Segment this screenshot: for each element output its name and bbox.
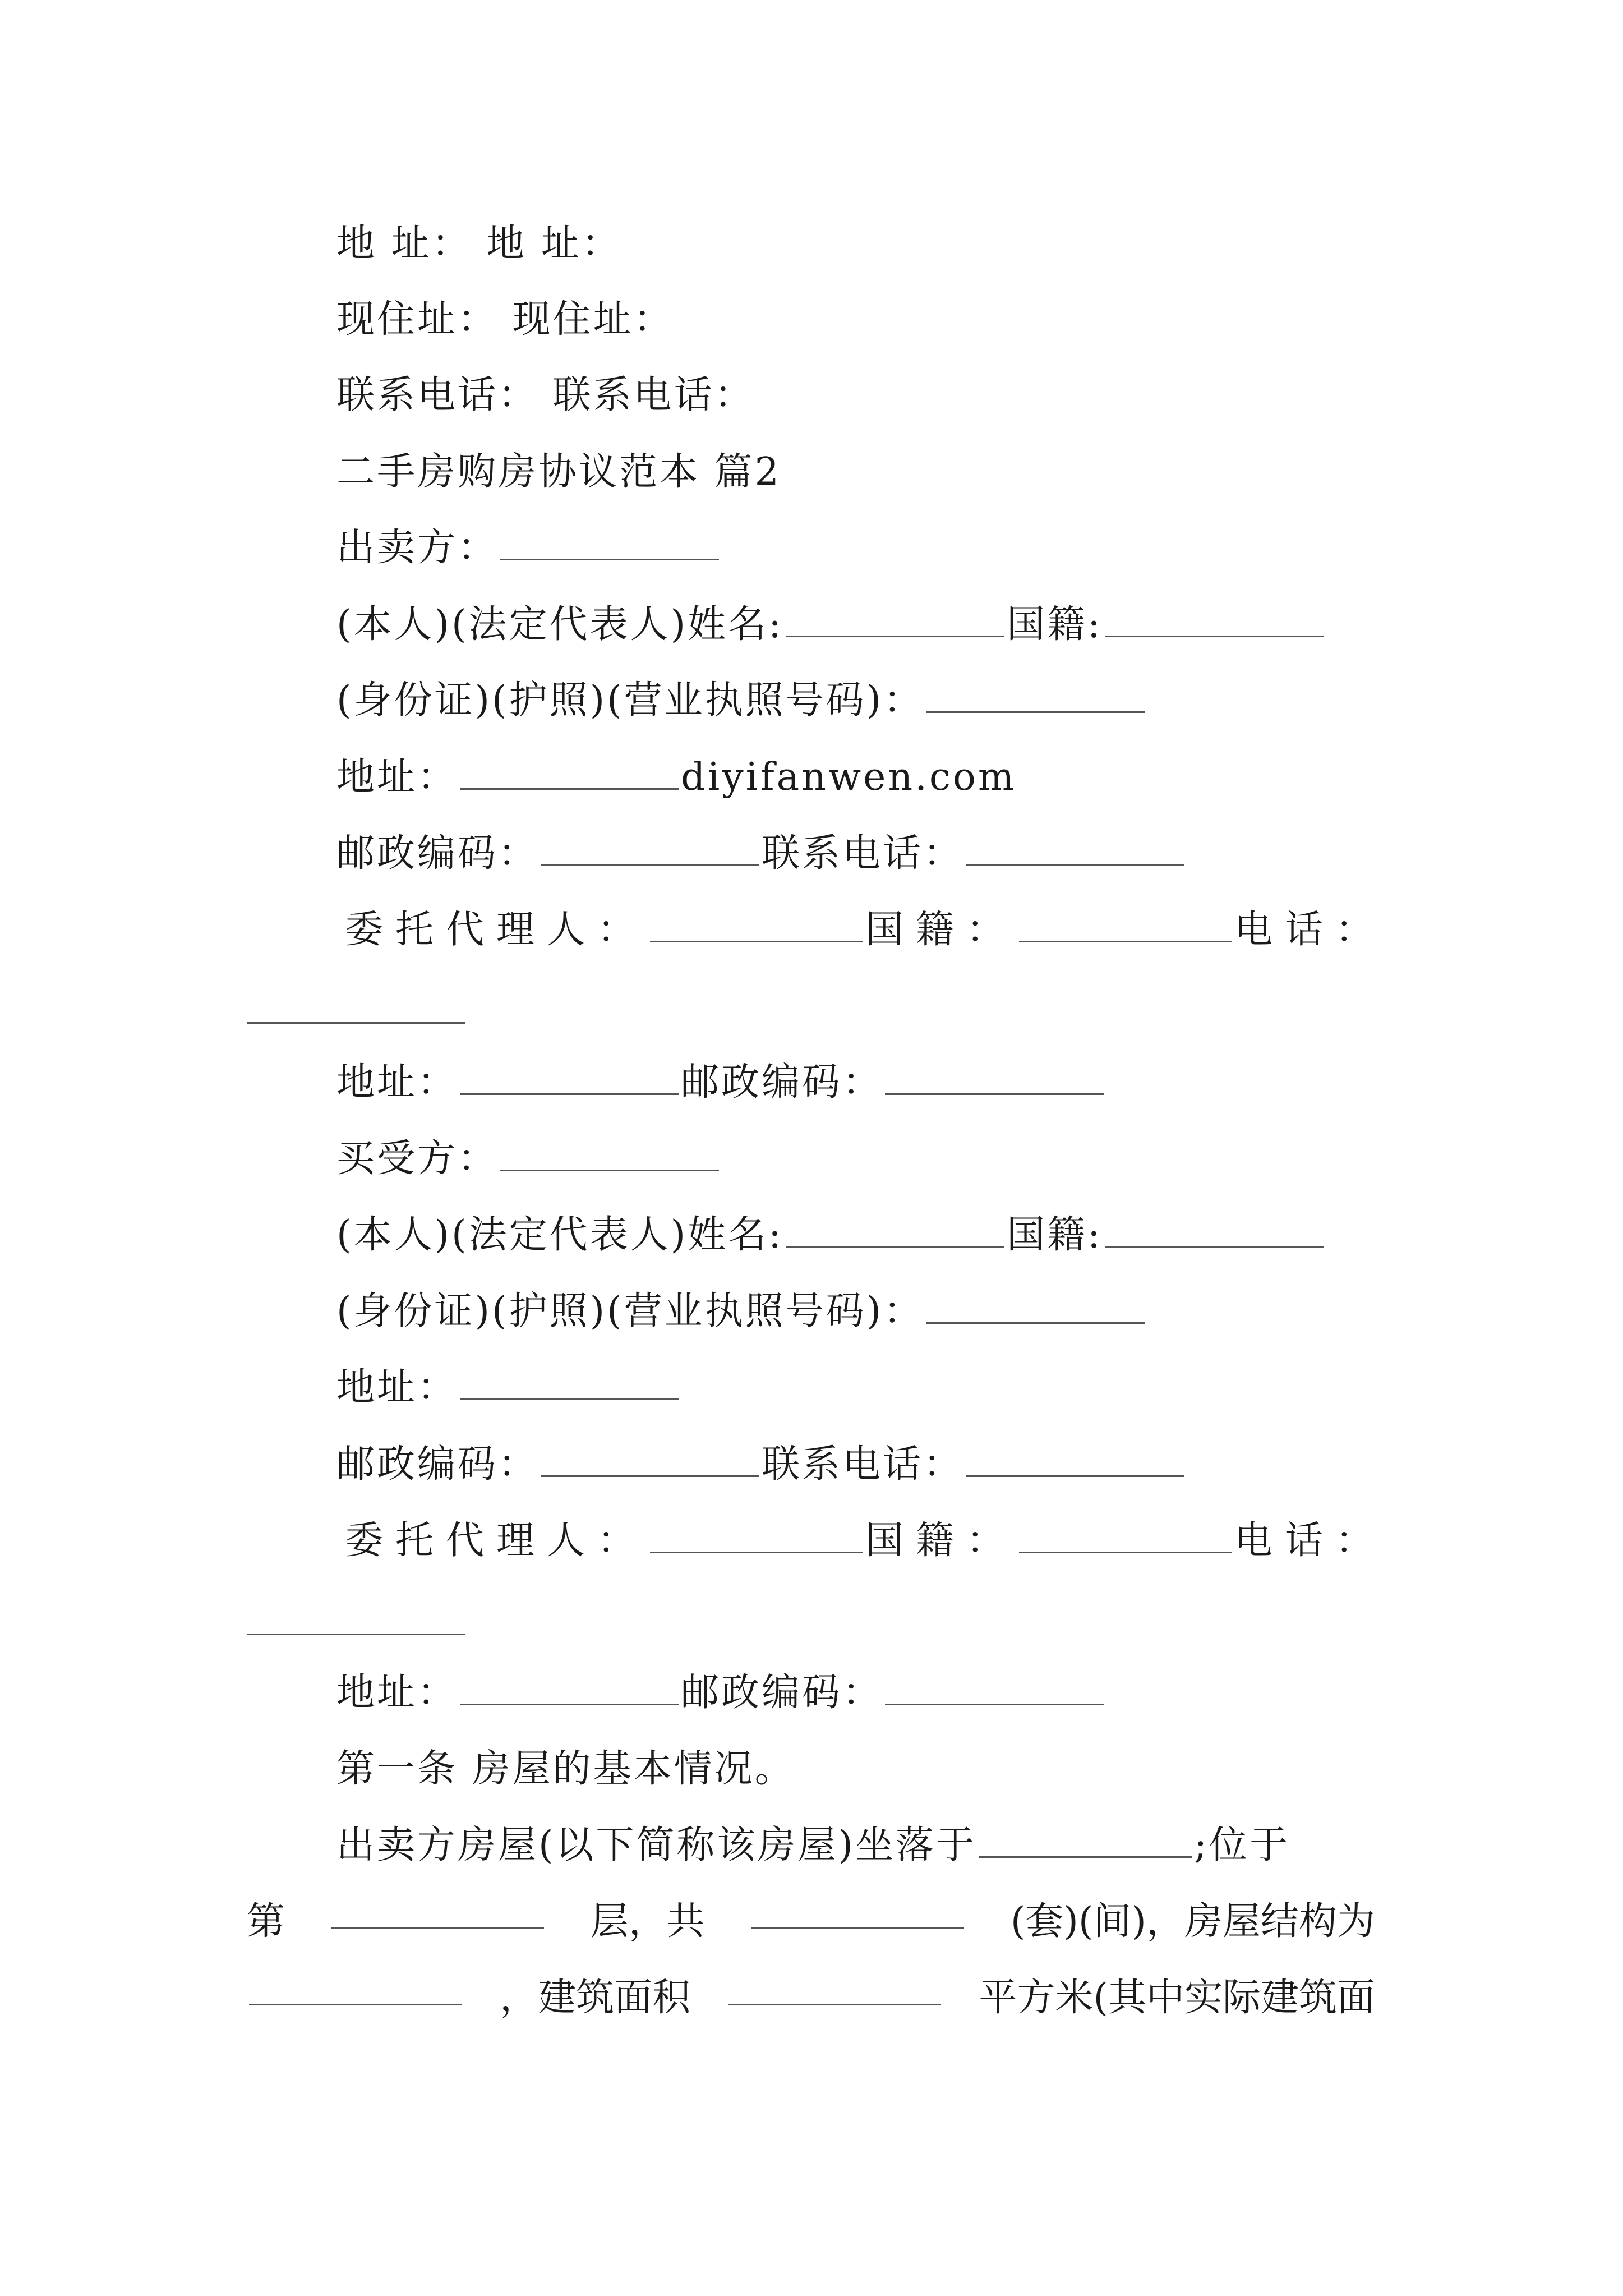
address-label: 地址： <box>336 755 458 799</box>
postcode-label: 邮政编码： <box>681 1671 883 1715</box>
agent-phone-blank <box>247 1634 465 1635</box>
buyer-name-line <box>336 1207 1326 1263</box>
para-text: 出卖方房屋(以下简称该房屋)坐落于 <box>336 1823 977 1867</box>
postcode-label: 邮政编码： <box>336 831 539 876</box>
floor-blank <box>331 1894 544 1929</box>
buyer-label: 买受方： <box>336 1137 499 1181</box>
seller-label: 出卖方： <box>336 526 499 570</box>
address-label: 地址： <box>336 1060 458 1105</box>
para-text: ;位于 <box>1194 1823 1290 1867</box>
postcode-label: 邮政编码： <box>681 1060 883 1105</box>
seller-blank <box>500 525 719 560</box>
buyer-id-line <box>336 1283 1147 1340</box>
article-heading: 第一条 房屋的基本情况。 <box>336 1747 795 1791</box>
seller-id-line <box>336 673 1147 729</box>
buyer-blank <box>500 1136 719 1171</box>
phone-label: 联系电话： <box>762 1442 964 1487</box>
units-blank <box>751 1894 964 1929</box>
article1-para-line1 <box>336 1818 1290 1874</box>
name-blank <box>786 602 1004 637</box>
agent-blank <box>650 1518 863 1553</box>
name-label: (本人)(法定代表人)姓名: <box>336 1213 784 1257</box>
agent-phone-label: 电话： <box>1234 908 1386 952</box>
article1-para-line3 <box>247 1970 1375 2026</box>
postcode-blank <box>541 1442 759 1477</box>
buyer-agent-address-line <box>336 1665 1106 1721</box>
contact-phone-line: 联系电话： 联系电话： <box>336 373 755 417</box>
phone-blank <box>966 831 1184 866</box>
structure-blank <box>249 1970 462 2005</box>
agent-postcode-blank <box>885 1060 1104 1095</box>
seller-agent-line <box>345 902 1386 958</box>
agent-address-blank <box>460 1670 679 1705</box>
id-blank <box>926 1289 1145 1324</box>
address-line: 地 址： 地 址： <box>336 222 622 266</box>
para-text: 平方米(其中实际建筑面 <box>979 1976 1375 2020</box>
name-blank <box>786 1212 1004 1248</box>
seller-line <box>336 520 721 576</box>
id-label: (身份证)(护照)(营业执照号码)： <box>336 678 924 723</box>
buyer-agent-line <box>345 1513 1386 1569</box>
phone-blank <box>966 1442 1184 1477</box>
section-heading: 二手房购房协议范本 篇2 <box>336 450 781 494</box>
address-blank <box>460 1365 679 1400</box>
para-text: 层，共 <box>590 1899 705 1944</box>
agent-postcode-blank <box>885 1670 1104 1705</box>
area-blank <box>728 1970 941 2005</box>
agent-phone-label: 电话： <box>1234 1519 1386 1563</box>
postcode-blank <box>541 831 759 866</box>
para-text: (套)(间)，房屋结构为 <box>1010 1899 1375 1944</box>
seller-agent-address-line <box>336 1055 1106 1111</box>
nationality-blank <box>1105 602 1324 637</box>
para-text: 第 <box>247 1899 285 1944</box>
location-blank <box>979 1823 1192 1858</box>
id-blank <box>926 678 1145 713</box>
agent-nationality-blank <box>1019 1518 1232 1553</box>
seller-name-line <box>336 597 1326 653</box>
name-label: (本人)(法定代表人)姓名: <box>336 602 784 647</box>
agent-nationality-blank <box>1019 907 1232 942</box>
buyer-address-line <box>336 1360 681 1416</box>
agent-address-blank <box>460 1060 679 1095</box>
nationality-label: 国籍: <box>1007 602 1103 647</box>
agent-label: 委托代理人： <box>345 1519 648 1563</box>
article1-para-line2 <box>247 1894 1375 1950</box>
postcode-label: 邮政编码： <box>336 1442 539 1487</box>
watermark-text: diyifanwen.com <box>681 755 1017 799</box>
address-blank <box>460 754 679 790</box>
agent-blank <box>650 907 863 942</box>
agent-phone-blank <box>247 1022 465 1024</box>
buyer-postcode-line <box>336 1437 1187 1493</box>
seller-postcode-line <box>336 826 1187 882</box>
address-label: 地址： <box>336 1365 458 1410</box>
id-label: (身份证)(护照)(营业执照号码)： <box>336 1289 924 1333</box>
agent-label: 委托代理人： <box>345 908 648 952</box>
phone-label: 联系电话： <box>762 831 964 876</box>
agent-nationality-label: 国籍： <box>865 908 1017 952</box>
nationality-blank <box>1105 1212 1324 1248</box>
seller-address-line <box>336 749 1016 806</box>
address-label: 地址： <box>336 1671 458 1715</box>
nationality-label: 国籍: <box>1007 1213 1103 1257</box>
buyer-line <box>336 1131 721 1187</box>
agent-nationality-label: 国籍： <box>865 1519 1017 1563</box>
current-address-line: 现住址： 现住址： <box>336 297 674 342</box>
para-text: ，建筑面积 <box>500 1976 691 2020</box>
